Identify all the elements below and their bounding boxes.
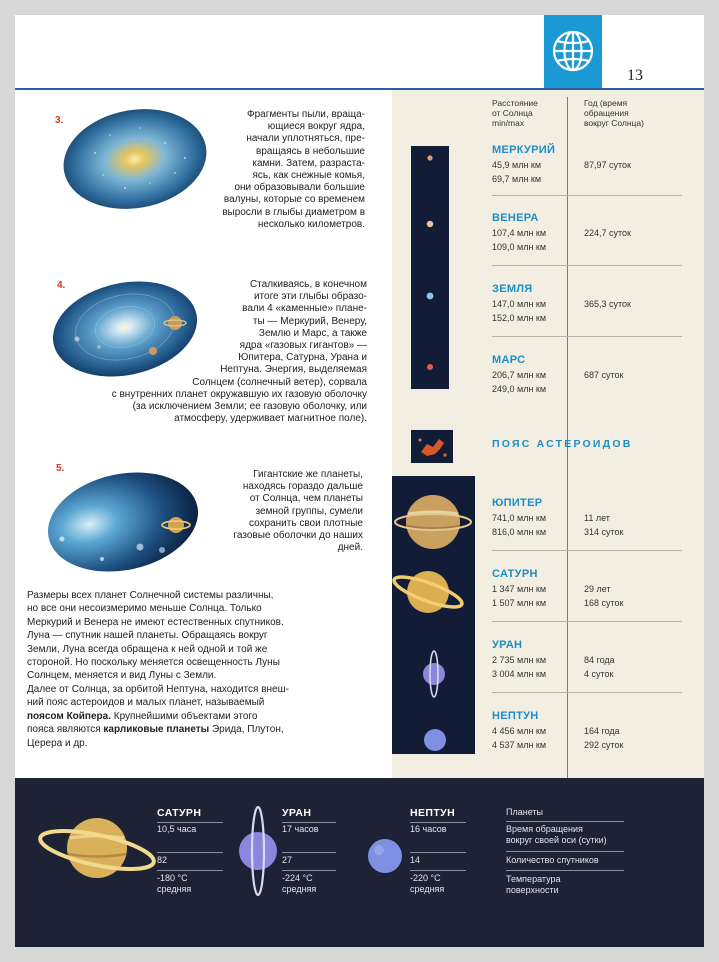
text-line: начали уплотняться, пре-: [246, 133, 365, 145]
text-line: Размеры всех планет Солнечной системы различны,: [27, 590, 274, 601]
distance-max: 4 537 млн км: [492, 740, 547, 750]
distance-min: 45,9 млн км: [492, 160, 542, 170]
distance-min: 741,0 млн км: [492, 513, 547, 523]
bottom-saturn-image: [37, 806, 159, 892]
legend-rule: [506, 851, 624, 852]
temp-value: -220 °C: [410, 873, 441, 883]
distance-min: 4 456 млн км: [492, 726, 547, 736]
distance-max: 1 507 млн км: [492, 598, 547, 608]
bottom-rule: [410, 822, 466, 823]
bottom-rotation-neptune: 16 часов: [410, 824, 447, 834]
text-line: камни. Затем, разраста-: [252, 157, 365, 169]
planet-name-neptune: НЕПТУН: [492, 710, 539, 722]
legend-temperature: [506, 874, 561, 896]
text-line: дней.: [337, 542, 363, 554]
text-line: (за исключением Земли; ее газовую оболочку, или: [132, 401, 367, 413]
planet-name-venus: ВЕНЕРА: [492, 212, 539, 224]
asteroid-belt-label: ПОЯС АСТЕРОИДОВ: [492, 438, 633, 450]
text-line: с внутренних планет окружавшую их газовую оболочку: [111, 388, 367, 400]
text-line: газовые оболочки до наших: [233, 530, 363, 542]
bottom-planet-name-neptune: НЕПТУН: [410, 807, 456, 819]
bottom-satellites-saturn: 82: [157, 855, 168, 865]
text-line: ний пояс астероидов и малых планет, называемый: [27, 697, 265, 709]
distance-max: 3 004 млн км: [492, 669, 547, 679]
text-line: атмосферу, удерживает магнитное поле).: [174, 413, 367, 425]
bottom-uranus-image: [230, 803, 286, 899]
text-line: [27, 710, 352, 723]
text-line: выросли в глыбы диаметром в: [222, 206, 365, 218]
globe-icon: [544, 15, 602, 88]
distance-min: 206,7 млн км: [492, 370, 547, 380]
distance-max: 109,0 млн км: [492, 242, 547, 252]
page-number: 13: [627, 67, 643, 84]
text-line: Нептуна. Энергия, выделяемая: [220, 364, 367, 376]
bottom-rule: [157, 852, 223, 853]
row-separator: [492, 265, 682, 266]
distance-min: 147,0 млн км: [492, 299, 547, 309]
text-line: итоге эти глыбы образо-: [253, 291, 367, 303]
bottom-temp-saturn: [157, 873, 191, 895]
planet-period-jupiter: [584, 511, 623, 539]
text-line: они образовывали большие: [234, 182, 365, 194]
text-line: Юпитера, Сатурна, Урана и: [238, 352, 367, 364]
legend-line: Температура: [506, 874, 561, 884]
period-value: 84 года: [584, 655, 615, 665]
legend-planets: Планеты: [506, 807, 543, 817]
temp-note: средняя: [410, 884, 445, 894]
planet-distance-venus: [492, 226, 546, 254]
planet-period-venus: [584, 226, 631, 240]
kuiper-belt-paragraph: [27, 683, 352, 750]
planet-name-saturn: САТУРН: [492, 568, 538, 580]
planet-period-neptune: [584, 724, 623, 752]
text-line: Меркурий и Венера не имеют естественных спутников.: [27, 616, 284, 628]
bottom-rule: [157, 822, 223, 823]
distance-max: 69,7 млн км: [492, 174, 542, 184]
text-span: пояса являются: [27, 724, 104, 736]
period-value: 168 суток: [584, 598, 624, 608]
legend-rotation: [506, 824, 607, 846]
row-separator: [492, 336, 682, 337]
bottom-rotation-uranus: 17 часов: [282, 824, 319, 834]
bottom-satellites-uranus: 27: [282, 855, 293, 865]
planet-period-uranus: [584, 653, 615, 681]
planet-distance-uranus: [492, 653, 546, 681]
planet-distance-neptune: [492, 724, 546, 752]
header-line: Расстояние: [492, 98, 538, 108]
row-separator: [492, 195, 682, 196]
bottom-planet-name-uranus: УРАН: [282, 807, 312, 819]
text-line: Солнцем (солнечный ветер), сорвала: [192, 376, 367, 388]
text-line: [27, 723, 352, 736]
asteroid-belt-image: [411, 430, 453, 463]
text-line: сохранить свои плотные: [248, 517, 363, 529]
period-value: 314 суток: [584, 527, 624, 537]
planet-distance-mercury: [492, 158, 541, 186]
row-separator: [492, 550, 682, 551]
text-line: Церера и др.: [27, 737, 88, 749]
distance-column-header: [492, 98, 538, 128]
header-line: обращения: [584, 108, 629, 118]
row-separator: [492, 692, 682, 693]
row-separator: [492, 621, 682, 622]
legend-rule: [506, 821, 624, 822]
bottom-rule: [282, 852, 336, 853]
bottom-neptune-image: [365, 836, 405, 876]
bottom-temp-neptune: [410, 873, 444, 895]
text-line: вращаясь в небольшие: [256, 145, 365, 157]
header-line: Год (время: [584, 98, 628, 108]
text-line: Далее от Солнца, за орбитой Нептуна, находится внеш-: [27, 684, 289, 695]
text-line: находясь гораздо дальше: [242, 481, 363, 493]
text-line: ты — Меркурий, Венеру,: [252, 315, 367, 327]
text-line: от Солнца, чем планеты: [249, 493, 363, 505]
legend-rule: [506, 870, 624, 871]
dwarf-planets-term: карликовые планеты: [103, 724, 210, 736]
planet-period-mars: [584, 368, 623, 382]
text-span: Крупнейшими объектами этого: [110, 710, 258, 722]
period-value: 29 лет: [584, 584, 611, 594]
period-value: 224,7 суток: [584, 228, 631, 238]
planet-period-earth: [584, 297, 631, 311]
text-line: но все они несоизмеримо меньше Солнца. Только: [27, 603, 262, 615]
text-line: Солнцем, меняется и вид Луны с Земли.: [27, 670, 217, 682]
step-number-5: 5.: [56, 463, 65, 474]
temp-note: средняя: [157, 884, 192, 894]
period-value: 4 суток: [584, 669, 614, 679]
distance-max: 816,0 млн км: [492, 527, 547, 537]
distance-min: 2 735 млн км: [492, 655, 547, 665]
header-line: от Солнца: [492, 108, 533, 118]
legend-line: Время обращения: [506, 824, 583, 834]
bottom-rule: [282, 870, 336, 871]
period-value: 365,3 суток: [584, 299, 631, 309]
text-line: Землю и Марс, а также: [258, 327, 367, 339]
step-number-3: 3.: [55, 115, 64, 126]
period-value: 687 суток: [584, 370, 624, 380]
step3-text: [115, 109, 365, 231]
bottom-planet-name-saturn: САТУРН: [157, 807, 202, 819]
planet-distance-saturn: [492, 582, 546, 610]
planet-distance-earth: [492, 297, 546, 325]
bottom-rotation-saturn: 10,5 часа: [157, 824, 197, 834]
text-line: несколько километров.: [257, 218, 365, 230]
bottom-rule: [410, 870, 466, 871]
legend-satellites: Количество спутников: [506, 855, 599, 865]
header-line: вокруг Солнца): [584, 118, 644, 128]
period-value: 292 суток: [584, 740, 624, 750]
temp-value: -224 °C: [282, 873, 313, 883]
text-span: Эрида, Плутон,: [209, 724, 284, 736]
period-value: 11 лет: [584, 513, 610, 523]
text-line: ядра «газовых гигантов» —: [239, 340, 367, 352]
temp-note: средняя: [282, 884, 317, 894]
text-line: вали 4 «каменные» плане-: [242, 303, 367, 315]
distance-max: 249,0 млн км: [492, 384, 547, 394]
step4-text: [25, 279, 367, 425]
planet-distance-jupiter: [492, 511, 546, 539]
text-line: Гигантские же планеты,: [253, 469, 363, 480]
step-number-4: 4.: [57, 280, 66, 291]
text-line: земной группы, сумели: [255, 505, 363, 517]
bottom-temp-uranus: [282, 873, 316, 895]
planet-period-mercury: [584, 158, 631, 172]
planet-name-jupiter: ЮПИТЕР: [492, 497, 543, 509]
bottom-rule: [157, 870, 223, 871]
step5-text: [175, 469, 363, 554]
book-page: [15, 15, 704, 947]
gas-giants-bottom-panel: [15, 778, 704, 947]
distance-min: 1 347 млн км: [492, 584, 547, 594]
text-line: валуны, которые со временем: [223, 194, 365, 206]
globe-tab: [544, 15, 602, 88]
planet-distance-mars: [492, 368, 546, 396]
planet-name-earth: ЗЕМЛЯ: [492, 283, 533, 295]
legend-line: вокруг своей оси (сутки): [506, 835, 607, 845]
text-line: Фрагменты пыли, враща-: [246, 109, 365, 120]
period-value: 164 года: [584, 726, 620, 736]
outer-planets-strip: [392, 476, 475, 754]
planet-name-mercury: МЕРКУРИЙ: [492, 144, 556, 156]
planet-name-uranus: УРАН: [492, 639, 523, 651]
text-line: ющиеся вокруг ядра,: [267, 121, 365, 133]
distance-min: 107,4 млн км: [492, 228, 547, 238]
legend-line: поверхности: [506, 885, 559, 895]
bottom-rule: [282, 822, 336, 823]
inner-planets-strip: [411, 146, 449, 389]
text-line: Луна — спутник нашей планеты. Обращаясь вокруг: [27, 630, 268, 642]
planet-sizes-paragraph: [27, 589, 352, 683]
kuiper-belt-term: поясом Койпера.: [27, 710, 111, 722]
text-line: ясь, как снежные комья,: [252, 170, 365, 182]
bottom-satellites-neptune: 14: [410, 855, 421, 865]
planet-period-saturn: [584, 582, 623, 610]
header-line: min/max: [492, 118, 525, 128]
period-value: 87,97 суток: [584, 160, 631, 170]
text-line: Земли, Луна всегда обращена к ней одной и той же: [27, 643, 268, 655]
planet-name-mars: МАРС: [492, 354, 526, 366]
text-line: стороной. Но поскольку меняется освещенность Луны: [27, 657, 280, 669]
text-line: Сталкиваясь, в конечном: [249, 279, 367, 290]
distance-max: 152,0 млн км: [492, 313, 547, 323]
period-column-header: [584, 98, 644, 128]
bottom-rule: [410, 852, 466, 853]
temp-value: -180 °C: [157, 873, 188, 883]
